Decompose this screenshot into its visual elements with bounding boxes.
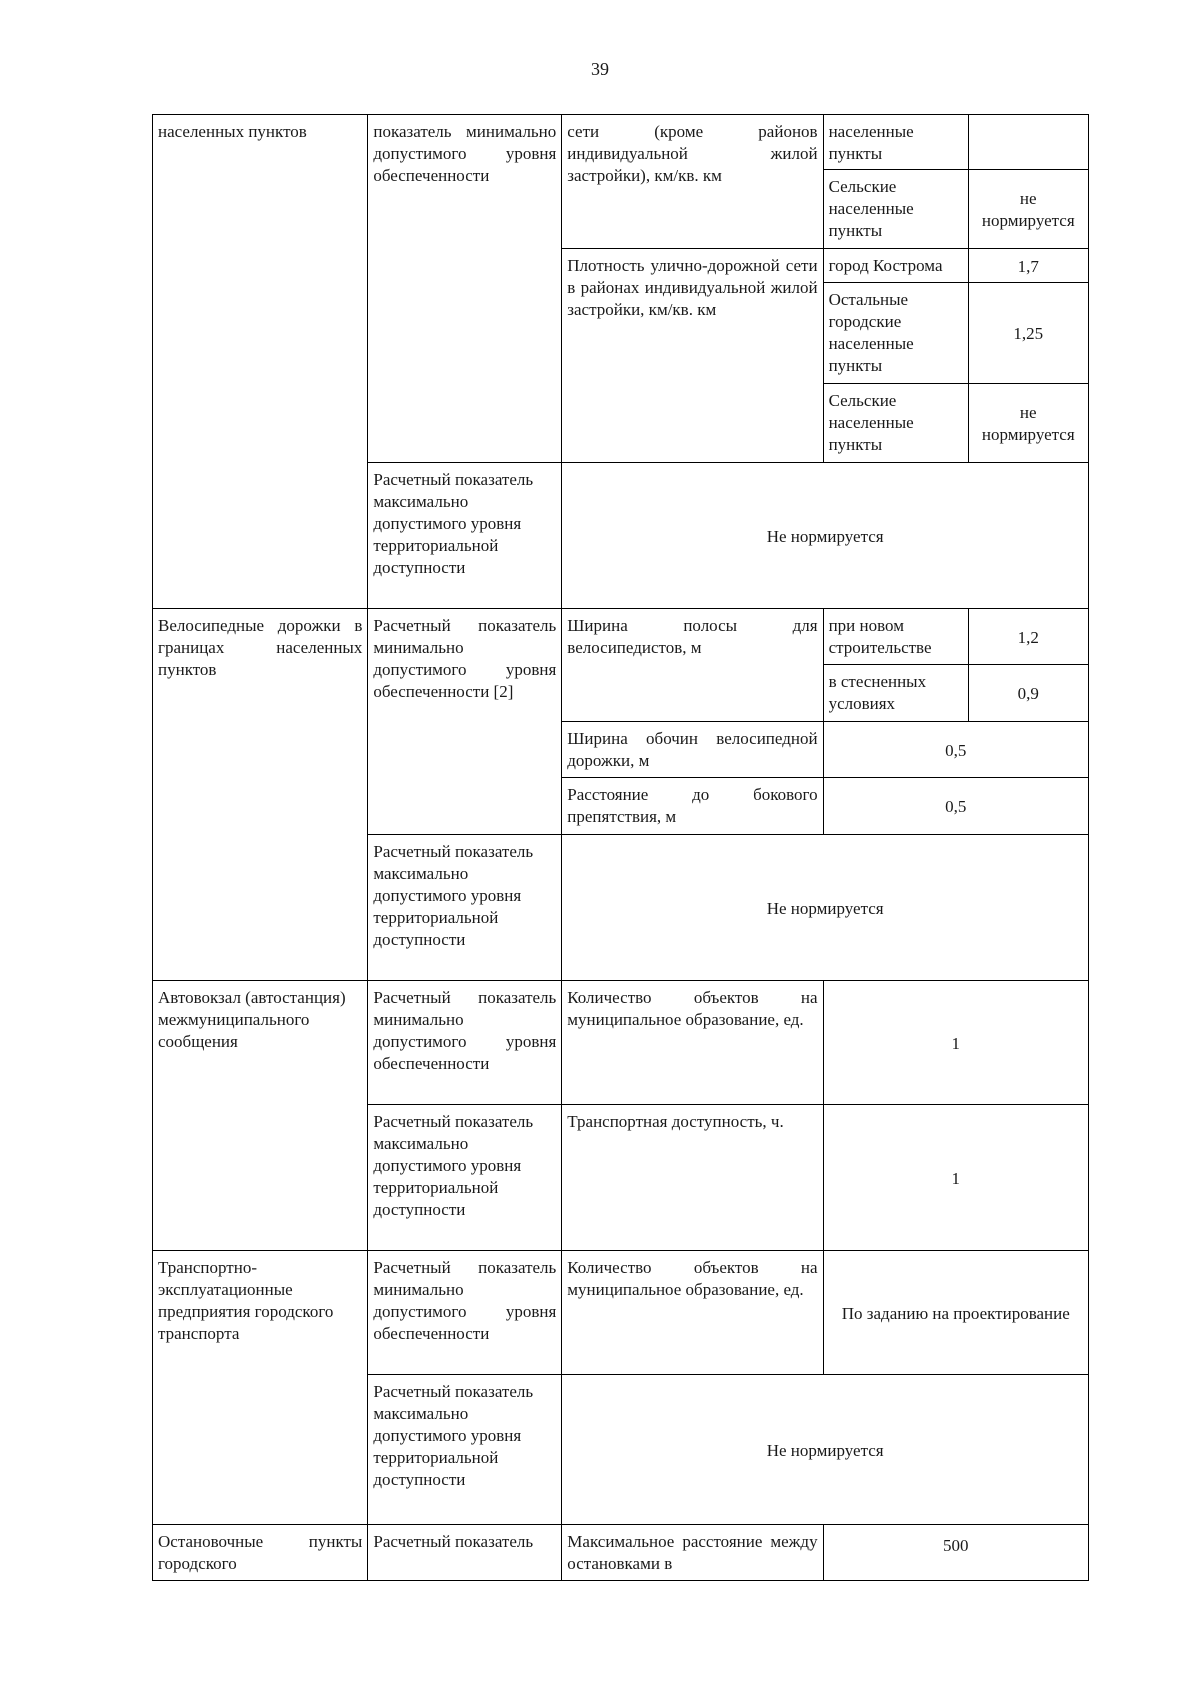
- value-cell: 1: [823, 981, 1088, 1105]
- indicator-cell: Расчетный показатель максимально допустимого уровня территориальной доступности: [368, 835, 562, 981]
- value-cell: Не нормируется: [562, 1375, 1089, 1525]
- parameter-cell: Количество объектов на муниципальное образование, ед.: [562, 1251, 823, 1375]
- category-cell: при новом строительстве: [823, 609, 968, 665]
- category-cell: Сельские населенные пункты: [823, 170, 968, 249]
- object-cell: Транспортно-эксплуатационные предприятия городского транспорта: [153, 1251, 368, 1525]
- value-cell: Не нормируется: [562, 835, 1089, 981]
- indicator-cell: Расчетный показатель максимально допустимого уровня территориальной доступности: [368, 1105, 562, 1251]
- page-number: 39: [591, 59, 609, 79]
- value-cell: [968, 115, 1088, 170]
- value-cell: 0,5: [823, 722, 1088, 778]
- indicator-cell: показатель минимально допустимого уровня обеспеченности: [368, 115, 562, 463]
- value-cell: 500: [823, 1525, 1088, 1581]
- norms-table: [152, 114, 1089, 1581]
- value-cell: 0,9: [968, 665, 1088, 722]
- table-row: [153, 1525, 1089, 1581]
- value-cell: 1,7: [968, 249, 1088, 283]
- category-cell: Сельские населенные пункты: [823, 384, 968, 463]
- parameter-cell: Расстояние до бокового препятствия, м: [562, 778, 823, 835]
- indicator-cell: Расчетный показатель максимально допустимого уровня территориальной доступности: [368, 463, 562, 609]
- category-cell: населенные пункты: [823, 115, 968, 170]
- parameter-cell: Плотность улично-дорожной сети в районах индивидуальной жилой застройки, км/кв. км: [562, 249, 823, 463]
- indicator-cell: Расчетный показатель минимально допустимого уровня обеспеченности: [368, 1251, 562, 1375]
- object-cell: Автовокзал (автостанция) межмуниципального сообщения: [153, 981, 368, 1251]
- value-cell: По заданию на проектирование: [823, 1251, 1088, 1375]
- parameter-cell: Максимальное расстояние между остановками в: [562, 1525, 823, 1581]
- object-cell: населенных пунктов: [153, 115, 368, 609]
- parameter-cell: Количество объектов на муниципальное образование, ед.: [562, 981, 823, 1105]
- value-cell: не нормируется: [968, 170, 1088, 249]
- table-row: [153, 1251, 1089, 1375]
- indicator-cell: Расчетный показатель минимально допустимого уровня обеспеченности: [368, 981, 562, 1105]
- value-cell: Не нормируется: [562, 463, 1089, 609]
- parameter-cell: Транспортная доступность, ч.: [562, 1105, 823, 1251]
- object-cell: Остановочные пункты городского: [153, 1525, 368, 1581]
- indicator-cell: Расчетный показатель максимально допустимого уровня территориальной доступности: [368, 1375, 562, 1525]
- value-cell: 1,2: [968, 609, 1088, 665]
- parameter-cell: Ширина обочин велосипедной дорожки, м: [562, 722, 823, 778]
- category-cell: город Кострома: [823, 249, 968, 283]
- value-cell: 1,25: [968, 283, 1088, 384]
- value-cell: не нормируется: [968, 384, 1088, 463]
- category-cell: Остальные городские населенные пункты: [823, 283, 968, 384]
- object-cell: Велосипедные дорожки в границах населенных пунктов: [153, 609, 368, 981]
- value-cell: 0,5: [823, 778, 1088, 835]
- category-cell: в стесненных условиях: [823, 665, 968, 722]
- table-row: [153, 609, 1089, 665]
- indicator-cell: Расчетный показатель: [368, 1525, 562, 1581]
- table-row: [153, 981, 1089, 1105]
- indicator-cell: Расчетный показатель минимально допустимого уровня обеспеченности [2]: [368, 609, 562, 835]
- table-row: [153, 115, 1089, 170]
- parameter-cell: Ширина полосы для велосипедистов, м: [562, 609, 823, 722]
- value-cell: 1: [823, 1105, 1088, 1251]
- parameter-cell: сети (кроме районов индивидуальной жилой застройки), км/кв. км: [562, 115, 823, 249]
